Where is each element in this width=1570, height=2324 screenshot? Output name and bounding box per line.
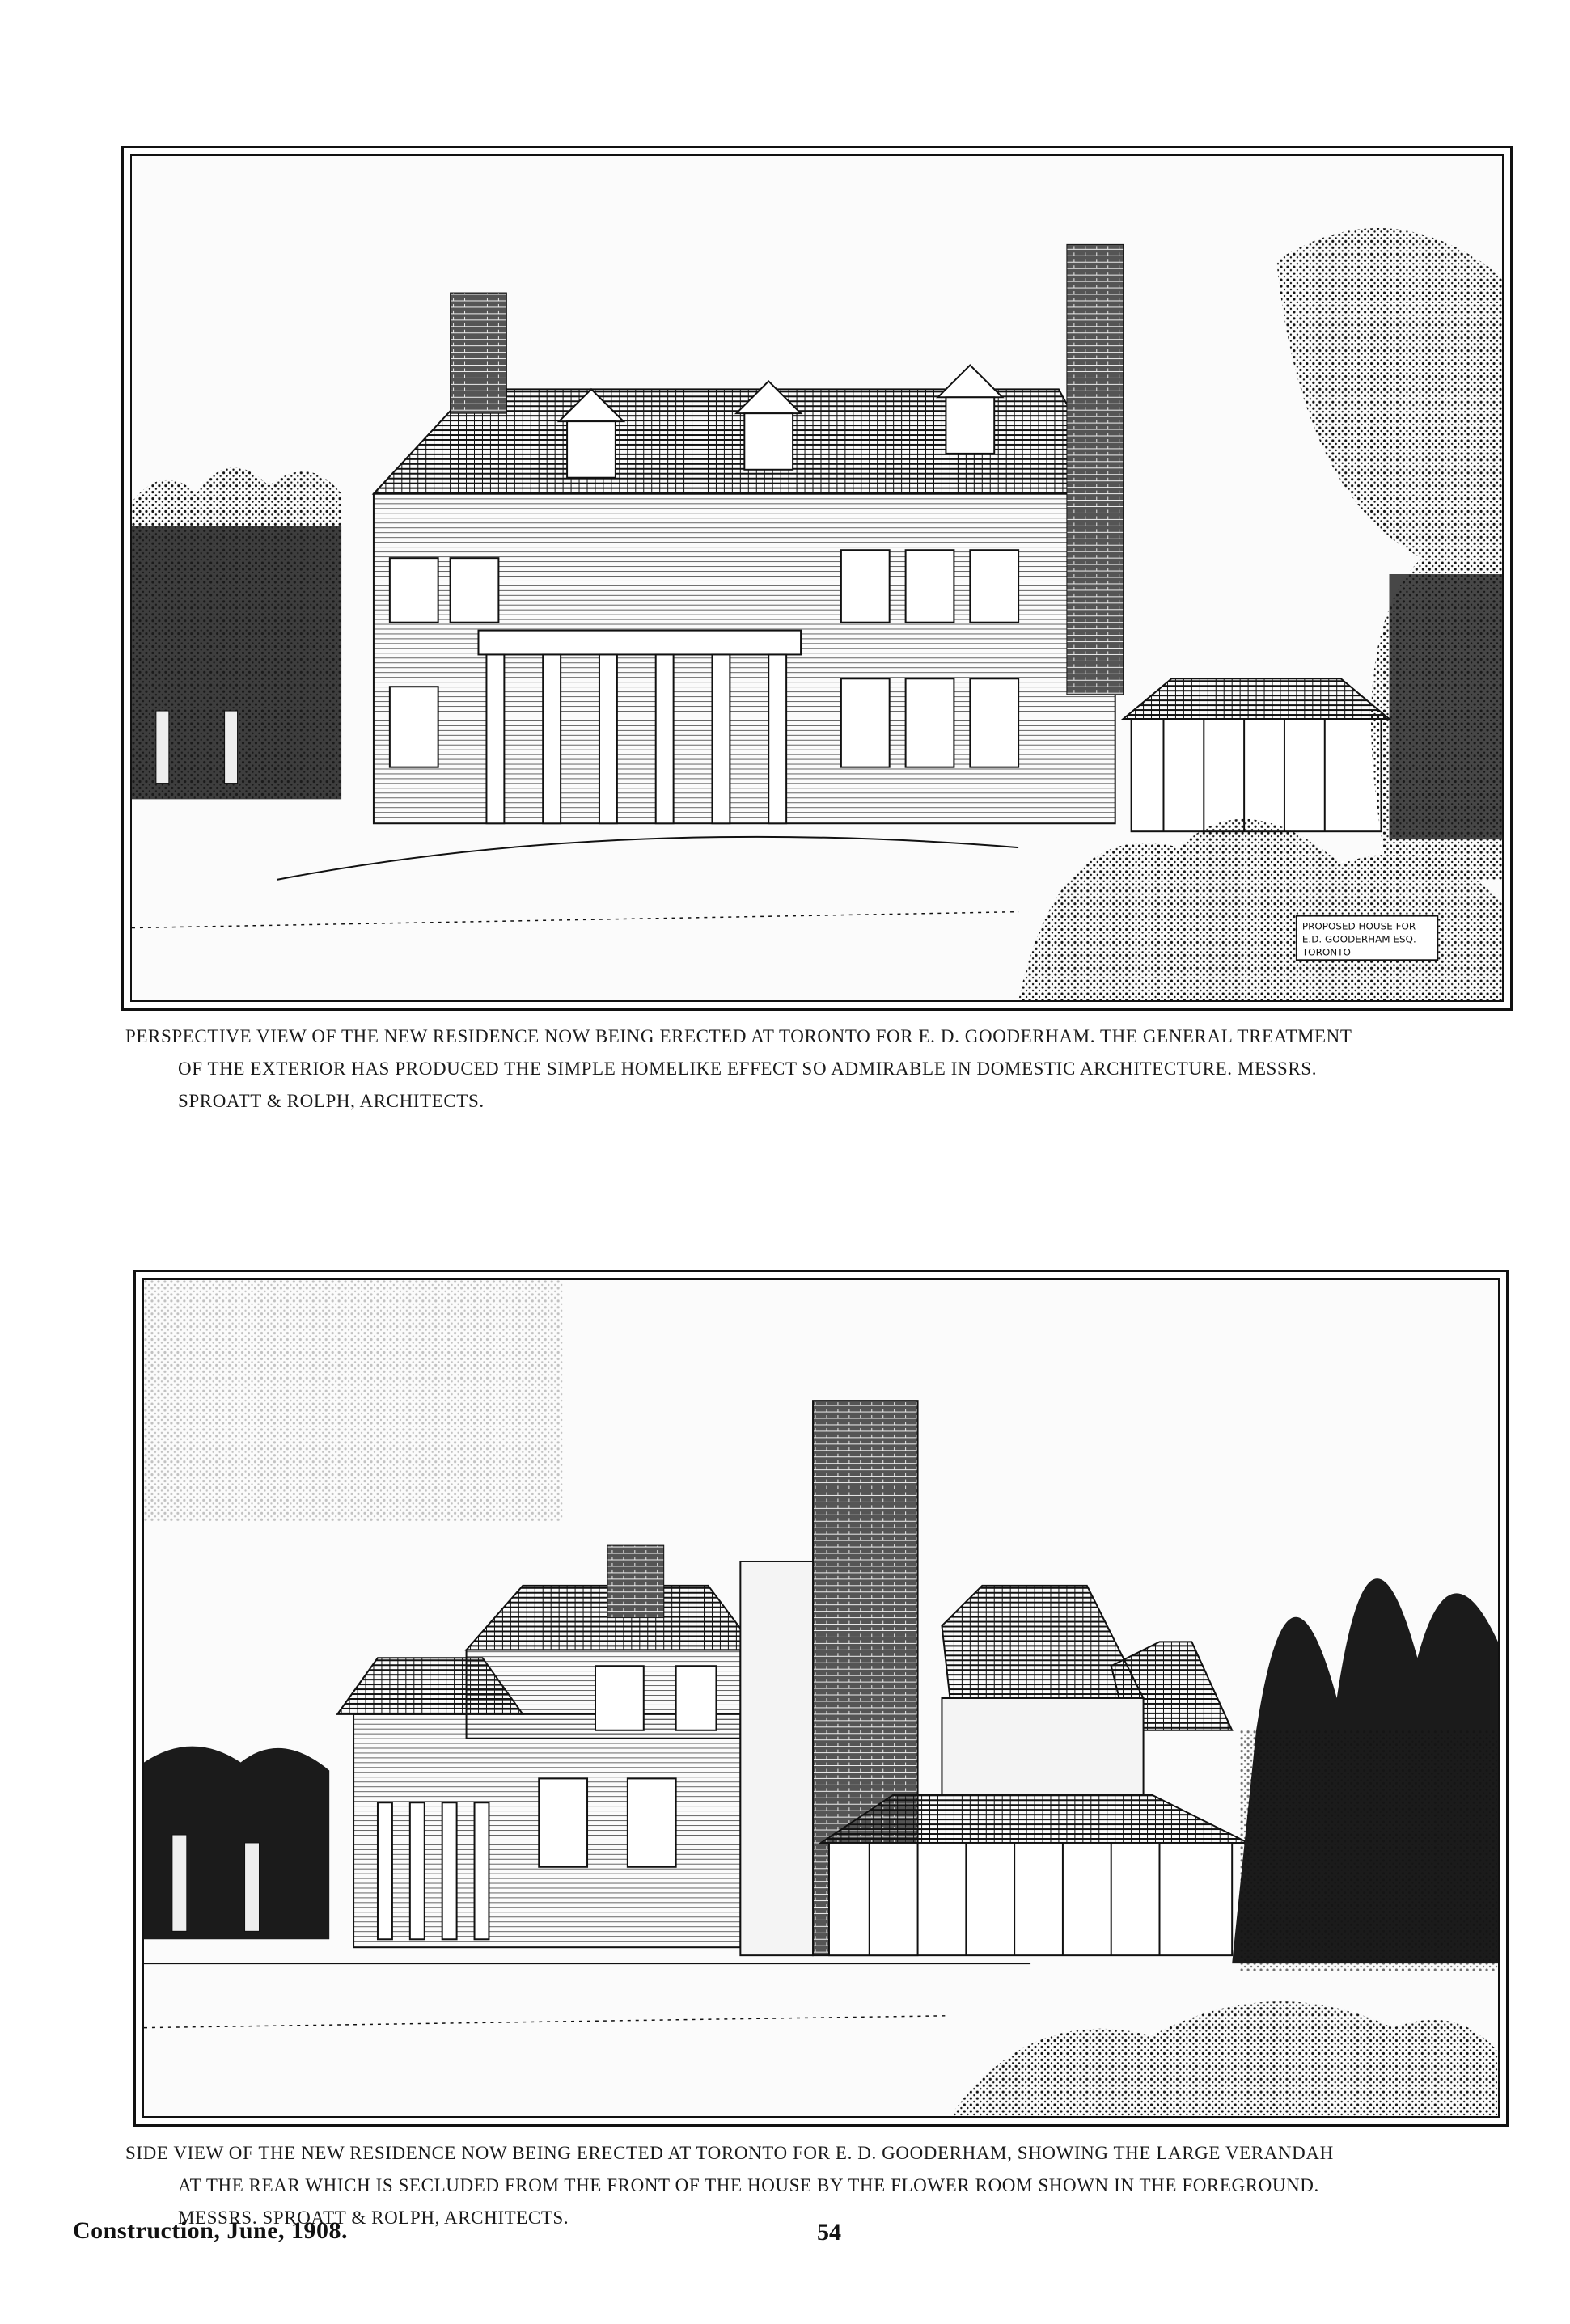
caption-line: SPROATT & ROLPH, ARCHITECTS. [178,1091,485,1111]
caption-line: SIDE VIEW OF THE NEW RESIDENCE NOW BEING ERECTED AT TORONTO FOR E. D. GOODERHAM, SHOWING THE LARGE VERANDAH [125,2143,1334,2163]
caption-line: PERSPECTIVE VIEW OF THE NEW RESIDENCE NOW BEING ERECTED AT TORONTO FOR E. D. GOODERHAM. THE GENERAL TREATMENT [125,1026,1352,1046]
signature-line-3: TORONTO [1301,946,1351,958]
figure-1-caption [125,1020,1517,1118]
drawing-signature-plaque [1297,916,1437,961]
signature-line-2: E.D. GOODERHAM ESQ. [1301,933,1416,945]
page-number: 54 [817,2219,841,2246]
publication-footer: Construction, June, 1908. [73,2217,349,2244]
caption-line: OF THE EXTERIOR HAS PRODUCED THE SIMPLE HOMELIKE EFFECT SO ADMIRABLE IN DOMESTIC ARCHITECTURE. MESSRS. [178,1058,1318,1079]
figure-1-illustration [130,154,1504,1002]
residence-side-view-drawing [144,1280,1498,2116]
signature-line-1: PROPOSED HOUSE FOR [1301,920,1416,932]
figure-2-frame [133,1270,1509,2127]
residence-perspective-drawing [132,156,1502,1000]
caption-line: AT THE REAR WHICH IS SECLUDED FROM THE FRONT OF THE HOUSE BY THE FLOWER ROOM SHOWN IN THE FOREGROUND. [178,2175,1319,2195]
figure-1-frame [121,146,1513,1011]
figure-2-illustration [142,1278,1500,2118]
caption-line: MESSRS. SPROATT & ROLPH, ARCHITECTS. [178,2208,569,2228]
